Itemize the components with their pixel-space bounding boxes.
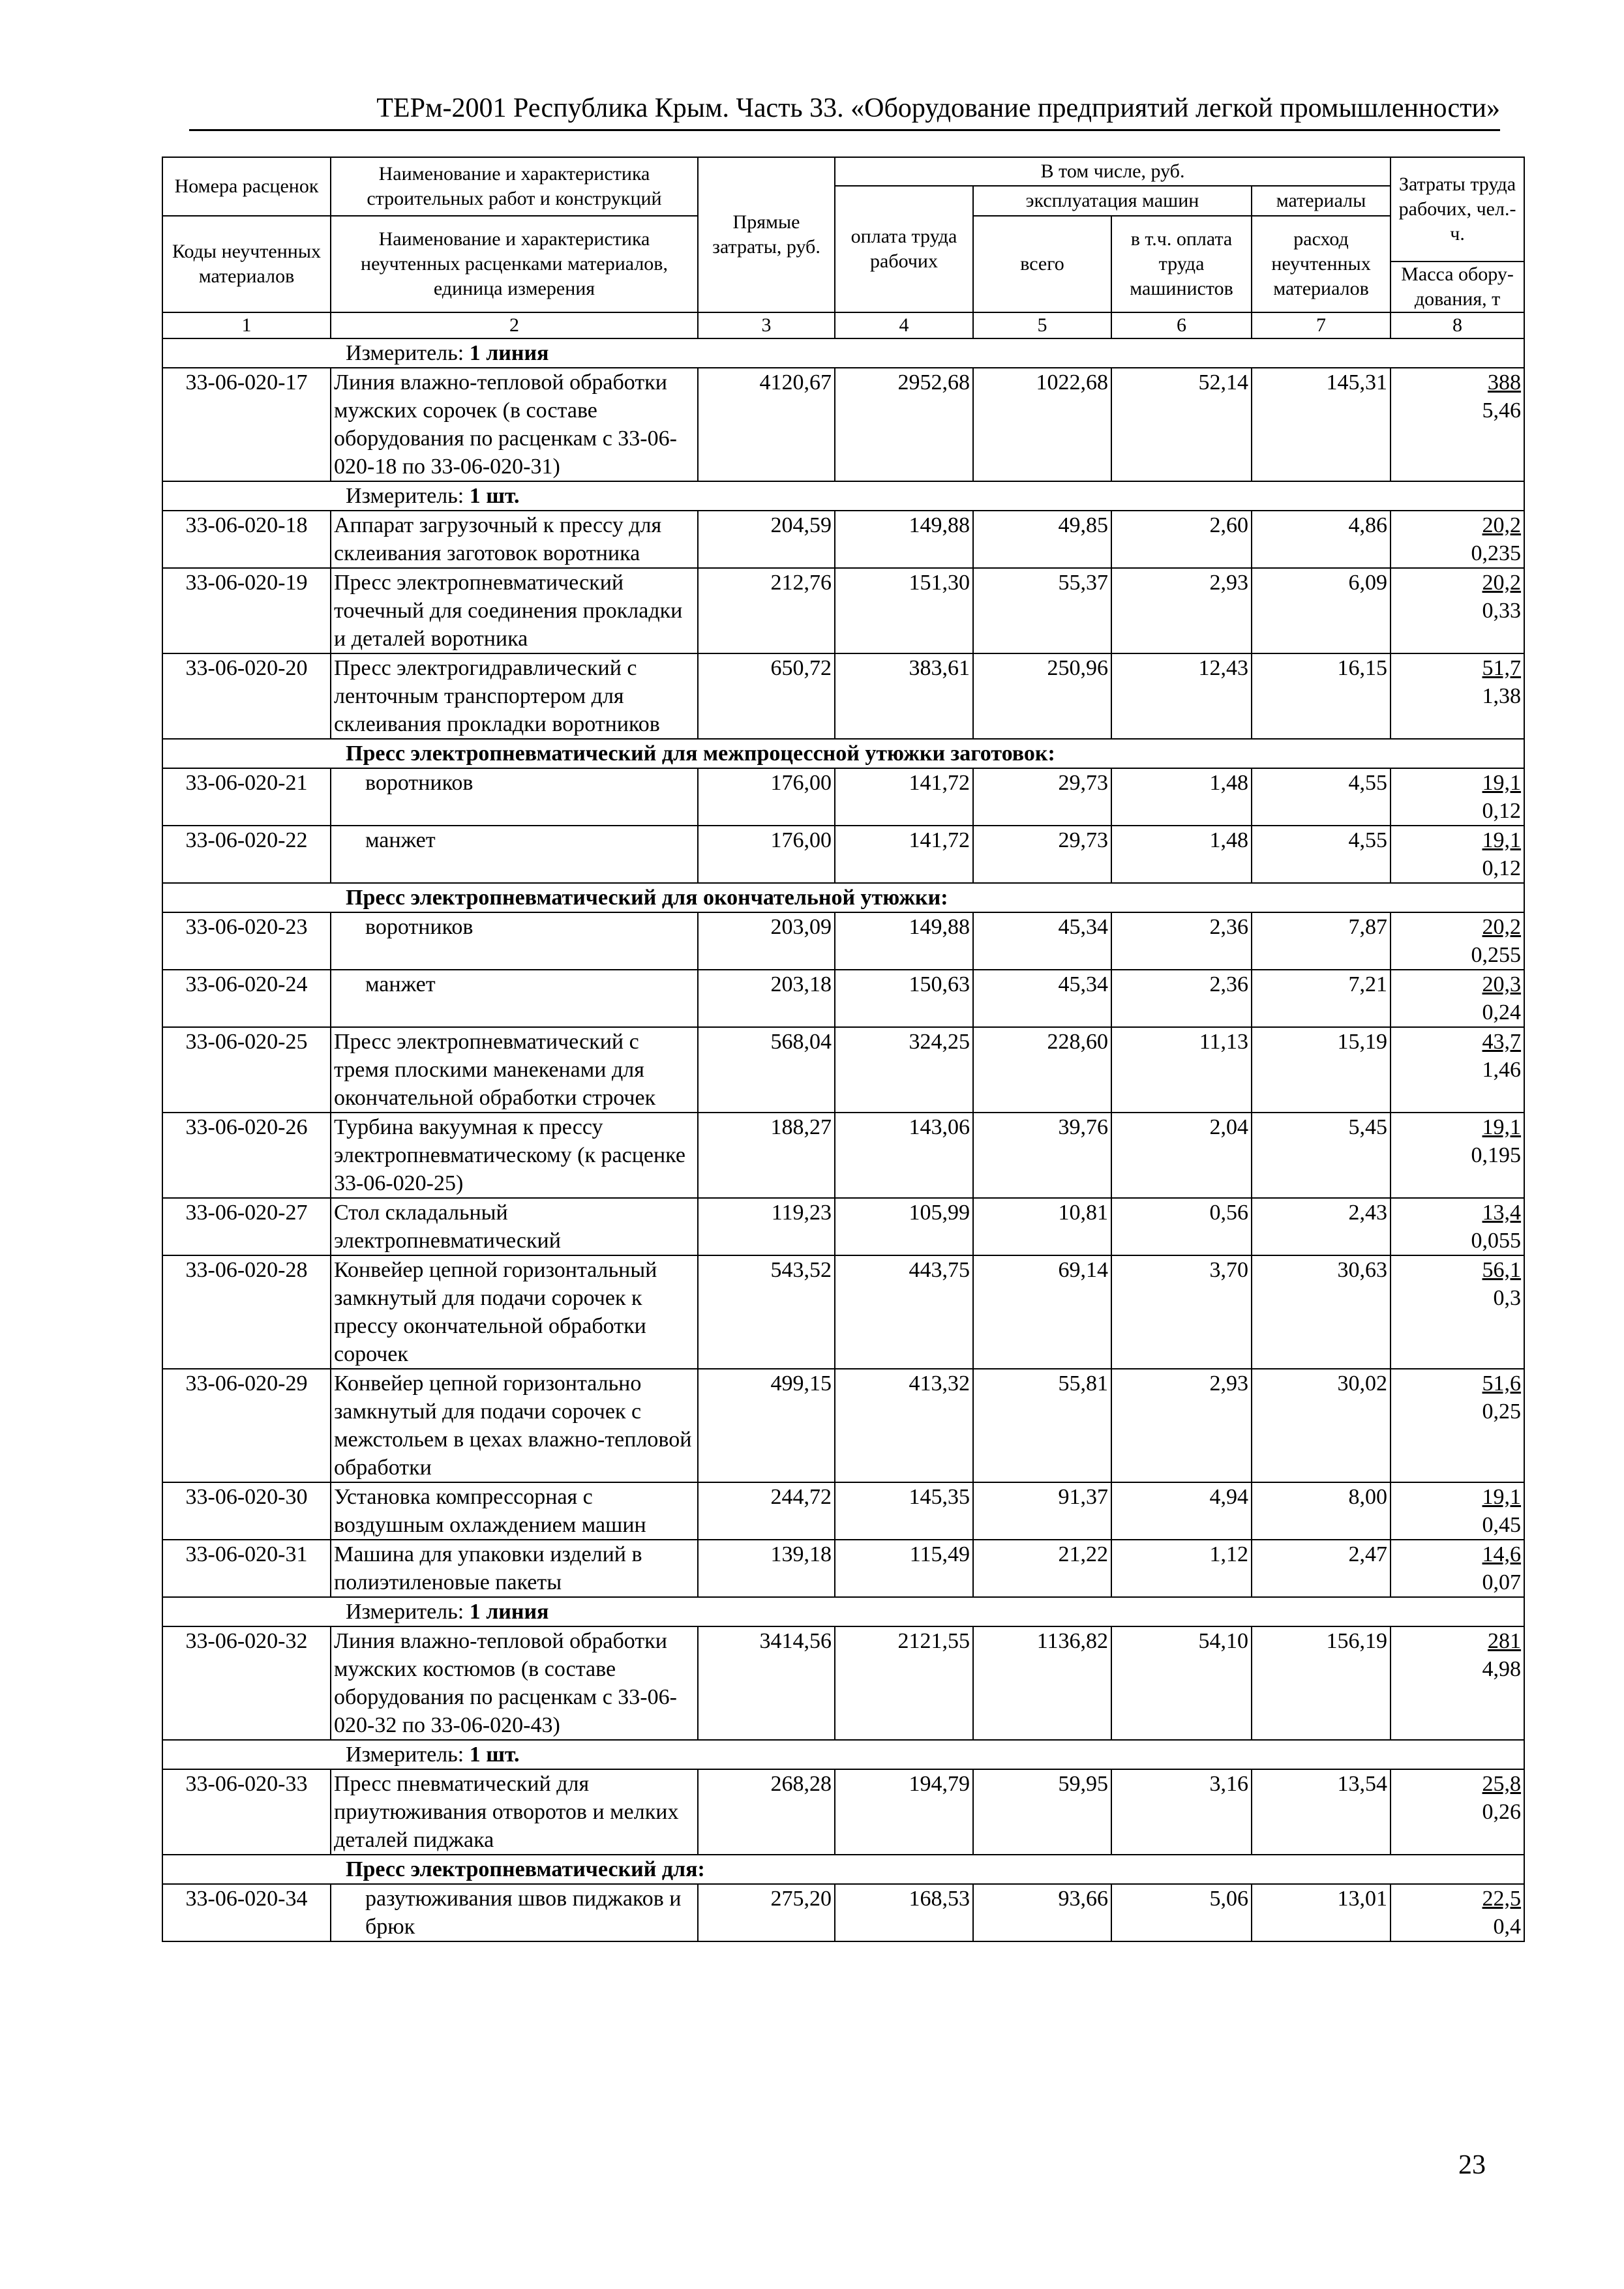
rate-name: Машина для упаковки изделий в полиэтиленовые пакеты: [331, 1540, 698, 1597]
equipment-mass: 4,98: [1482, 1657, 1522, 1681]
col2-bottom-header: Наименование и характеристика неучтенных расценками материалов, единица измерения: [331, 216, 698, 312]
rate-name: Установка компрессорная с воздушным охлаждением машин: [331, 1482, 698, 1540]
labor-hours: 19,1: [1482, 1115, 1522, 1139]
labor-hours: 25,8: [1482, 1772, 1522, 1796]
col7-header: расход неучтенных материалов: [1252, 216, 1391, 312]
rate-name: Пресс электропневматический точечный для соединения прокладки и деталей воротника: [331, 568, 698, 653]
material-cost: 15,19: [1252, 1027, 1391, 1113]
measure-label: Измеритель:: [346, 1743, 470, 1767]
colnum-3: 3: [698, 312, 835, 338]
labor-hours: 13,4: [1482, 1201, 1522, 1225]
labor-mass-cell: [1391, 1369, 1524, 1482]
col2-top-header: Наименование и характеристика строительных работ и конструкций: [331, 157, 698, 216]
machinist-cost: 3,70: [1111, 1255, 1252, 1369]
labor-mass-cell: [1391, 768, 1524, 826]
measure-label: Измеритель:: [346, 484, 470, 508]
machinist-cost: 11,13: [1111, 1027, 1252, 1113]
rate-code: 33-06-020-34: [162, 1884, 331, 1941]
table-row: [162, 568, 1524, 653]
direct-cost: 212,76: [698, 568, 835, 653]
labor-hours: 20,2: [1482, 915, 1522, 939]
labor-cost: 105,99: [835, 1198, 973, 1255]
machine-cost: 93,66: [973, 1884, 1111, 1941]
labor-cost: 115,49: [835, 1540, 973, 1597]
measure-unit: 1 линия: [469, 1600, 549, 1624]
group-heading-row: [162, 1855, 1524, 1884]
machine-cost: 45,34: [973, 970, 1111, 1027]
table-row: [162, 1626, 1524, 1740]
table-row: [162, 1027, 1524, 1113]
labor-mass-cell: [1391, 653, 1524, 739]
labor-mass-cell: [1391, 1769, 1524, 1855]
materials-header: материалы: [1252, 186, 1391, 216]
group-heading-row: [162, 883, 1524, 912]
direct-cost: 203,09: [698, 912, 835, 970]
labor-cost: 150,63: [835, 970, 973, 1027]
labor-cost: 149,88: [835, 912, 973, 970]
direct-cost: 176,00: [698, 826, 835, 883]
material-cost: 5,45: [1252, 1113, 1391, 1198]
machinist-cost: 1,48: [1111, 826, 1252, 883]
table-row: [162, 1198, 1524, 1255]
machine-cost: 69,14: [973, 1255, 1111, 1369]
direct-cost: 139,18: [698, 1540, 835, 1597]
machinist-cost: 1,48: [1111, 768, 1252, 826]
labor-mass-cell: [1391, 1482, 1524, 1540]
measure-unit: 1 шт.: [469, 484, 520, 508]
material-cost: 7,21: [1252, 970, 1391, 1027]
equipment-mass: 0,4: [1493, 1915, 1522, 1939]
measure-row: [162, 1740, 1524, 1769]
direct-cost: 3414,56: [698, 1626, 835, 1740]
machinist-cost: 52,14: [1111, 368, 1252, 481]
material-cost: 6,09: [1252, 568, 1391, 653]
machinist-cost: 2,93: [1111, 1369, 1252, 1482]
machine-cost: 91,37: [973, 1482, 1111, 1540]
direct-cost: 4120,67: [698, 368, 835, 481]
machinist-cost: 2,04: [1111, 1113, 1252, 1198]
labor-mass-cell: [1391, 368, 1524, 481]
rate-code: 33-06-020-18: [162, 511, 331, 568]
rate-code: 33-06-020-21: [162, 768, 331, 826]
rate-code: 33-06-020-27: [162, 1198, 331, 1255]
machinist-cost: 54,10: [1111, 1626, 1252, 1740]
machine-cost: 49,85: [973, 511, 1111, 568]
col4-header: оплата труда рабочих: [835, 186, 973, 312]
col3-header: Прямые затраты, руб.: [698, 157, 835, 312]
rate-code: 33-06-020-19: [162, 568, 331, 653]
col1-bottom-header: Коды неучтенных материалов: [162, 216, 331, 312]
machinist-cost: 0,56: [1111, 1198, 1252, 1255]
colnum-7: 7: [1252, 312, 1391, 338]
measure-row: [162, 338, 1524, 368]
measure-row: [162, 1597, 1524, 1626]
direct-cost: 568,04: [698, 1027, 835, 1113]
labor-hours: 20,2: [1482, 513, 1522, 537]
machinist-cost: 2,36: [1111, 970, 1252, 1027]
rate-name: Линия влажно-тепловой обработки мужских сорочек (в составе оборудования по расценкам с 33-06-020-18 по 33-06-020-31): [331, 368, 698, 481]
equipment-mass: 0,235: [1471, 541, 1522, 565]
labor-hours: 56,1: [1482, 1258, 1522, 1282]
rate-name: Конвейер цепной горизонтальный замкнутый для подачи сорочек к прессу окончательной обработки сорочек: [331, 1255, 698, 1369]
labor-cost: 151,30: [835, 568, 973, 653]
direct-cost: 268,28: [698, 1769, 835, 1855]
direct-cost: 119,23: [698, 1198, 835, 1255]
direct-cost: 499,15: [698, 1369, 835, 1482]
labor-mass-cell: [1391, 970, 1524, 1027]
table-row: [162, 912, 1524, 970]
rate-code: 33-06-020-26: [162, 1113, 331, 1198]
labor-hours: 19,1: [1482, 771, 1522, 795]
equipment-mass: 0,055: [1471, 1229, 1522, 1253]
labor-hours: 20,3: [1482, 972, 1522, 996]
table-row: [162, 1482, 1524, 1540]
machinist-cost: 5,06: [1111, 1884, 1252, 1941]
labor-hours: 22,5: [1482, 1887, 1522, 1911]
machine-cost: 59,95: [973, 1769, 1111, 1855]
rate-name: Пресс электропневматический с тремя плоскими манекенами для окончательной обработки строчек: [331, 1027, 698, 1113]
rate-code: 33-06-020-28: [162, 1255, 331, 1369]
material-cost: 2,43: [1252, 1198, 1391, 1255]
machine-cost: 29,73: [973, 768, 1111, 826]
material-cost: 4,86: [1252, 511, 1391, 568]
labor-mass-cell: [1391, 511, 1524, 568]
labor-hours: 281: [1488, 1629, 1522, 1653]
rate-name: разутюживания швов пиджаков и брюк: [331, 1884, 698, 1941]
group-heading: Пресс электропневматический для межпроцессной утюжки заготовок:: [346, 741, 1055, 766]
table-row: [162, 768, 1524, 826]
labor-cost: 168,53: [835, 1884, 973, 1941]
machine-cost: 228,60: [973, 1027, 1111, 1113]
labor-mass-cell: [1391, 1626, 1524, 1740]
labor-cost: 194,79: [835, 1769, 973, 1855]
direct-cost: 204,59: [698, 511, 835, 568]
machine-cost: 55,37: [973, 568, 1111, 653]
table-row: [162, 1113, 1524, 1198]
labor-cost: 383,61: [835, 653, 973, 739]
rate-name: манжет: [331, 826, 698, 883]
labor-mass-cell: [1391, 1884, 1524, 1941]
measure-unit: 1 шт.: [469, 1743, 520, 1767]
labor-hours: 14,6: [1482, 1542, 1522, 1566]
rate-code: 33-06-020-25: [162, 1027, 331, 1113]
equipment-mass: 0,45: [1482, 1513, 1522, 1537]
table-row: [162, 368, 1524, 481]
labor-mass-cell: [1391, 1198, 1524, 1255]
equipment-mass: 0,26: [1482, 1800, 1522, 1824]
labor-cost: 141,72: [835, 768, 973, 826]
table-row: [162, 826, 1524, 883]
labor-cost: 149,88: [835, 511, 973, 568]
labor-hours: 19,1: [1482, 828, 1522, 852]
equipment-mass: 0,255: [1471, 943, 1522, 967]
rates-table: [162, 157, 1525, 1942]
table-row: [162, 1369, 1524, 1482]
labor-cost: 413,32: [835, 1369, 973, 1482]
direct-cost: 176,00: [698, 768, 835, 826]
rate-code: 33-06-020-17: [162, 368, 331, 481]
col5-header: всего: [973, 216, 1111, 312]
rate-code: 33-06-020-24: [162, 970, 331, 1027]
machine-cost: 29,73: [973, 826, 1111, 883]
labor-cost: 324,25: [835, 1027, 973, 1113]
material-cost: 7,87: [1252, 912, 1391, 970]
rate-code: 33-06-020-22: [162, 826, 331, 883]
labor-mass-cell: [1391, 826, 1524, 883]
labor-hours: 388: [1488, 370, 1522, 395]
group-heading: Пресс электропневматический для окончательной утюжки:: [346, 886, 948, 910]
direct-cost: 244,72: [698, 1482, 835, 1540]
measure-unit: 1 линия: [469, 341, 549, 365]
rate-name: Пресс электрогидравлический с ленточным транспортером для склеивания прокладки воротников: [331, 653, 698, 739]
material-cost: 145,31: [1252, 368, 1391, 481]
labor-cost: 145,35: [835, 1482, 973, 1540]
direct-cost: 275,20: [698, 1884, 835, 1941]
material-cost: 30,63: [1252, 1255, 1391, 1369]
rate-code: 33-06-020-32: [162, 1626, 331, 1740]
table-row: [162, 1884, 1524, 1941]
material-cost: 4,55: [1252, 768, 1391, 826]
rate-code: 33-06-020-20: [162, 653, 331, 739]
colnum-8: 8: [1391, 312, 1524, 338]
table-row: [162, 1255, 1524, 1369]
equipment-mass: 0,12: [1482, 799, 1522, 823]
rate-code: 33-06-020-30: [162, 1482, 331, 1540]
equipment-mass: 0,195: [1471, 1143, 1522, 1167]
machine-cost: 45,34: [973, 912, 1111, 970]
labor-cost: 443,75: [835, 1255, 973, 1369]
table-row: [162, 511, 1524, 568]
equipment-mass: 0,12: [1482, 856, 1522, 880]
equipment-mass: 0,25: [1482, 1399, 1522, 1424]
equipment-mass: 0,3: [1493, 1286, 1522, 1310]
machine-cost: 10,81: [973, 1198, 1111, 1255]
rate-name: Линия влажно-тепловой обработки мужских костюмов (в составе оборудования по расценкам с 33-06-020-32 по 33-06-020-43): [331, 1626, 698, 1740]
labor-hours: 43,7: [1482, 1030, 1522, 1054]
equipment-mass: 5,46: [1482, 398, 1522, 423]
table-row: [162, 1769, 1524, 1855]
labor-mass-cell: [1391, 1113, 1524, 1198]
equipment-mass: 0,33: [1482, 599, 1522, 623]
machinist-cost: 1,12: [1111, 1540, 1252, 1597]
measure-label: Измеритель:: [346, 1600, 470, 1624]
col8-bottom-header: Масса обору-дования, т: [1391, 262, 1524, 312]
labor-mass-cell: [1391, 1540, 1524, 1597]
material-cost: 13,01: [1252, 1884, 1391, 1941]
labor-mass-cell: [1391, 912, 1524, 970]
colnum-4: 4: [835, 312, 973, 338]
equipment-mass: 1,38: [1482, 684, 1522, 708]
labor-cost: 143,06: [835, 1113, 973, 1198]
rate-name: Конвейер цепной горизонтально замкнутый для подачи сорочек с межстольем в цехах влажно-тепловой обработки: [331, 1369, 698, 1482]
material-cost: 16,15: [1252, 653, 1391, 739]
page-number: 23: [1458, 2150, 1486, 2180]
labor-cost: 141,72: [835, 826, 973, 883]
group-heading-row: [162, 739, 1524, 768]
rate-name: воротников: [331, 768, 698, 826]
machinist-cost: 12,43: [1111, 653, 1252, 739]
material-cost: 156,19: [1252, 1626, 1391, 1740]
colnum-2: 2: [331, 312, 698, 338]
rate-name: Пресс пневматический для приутюживания отворотов и мелких деталей пиджака: [331, 1769, 698, 1855]
incl-header: В том числе, руб.: [835, 157, 1391, 186]
table-row: [162, 653, 1524, 739]
col6-header: в т.ч. оплата труда машинистов: [1111, 216, 1252, 312]
machinist-cost: 2,60: [1111, 511, 1252, 568]
material-cost: 13,54: [1252, 1769, 1391, 1855]
machinist-cost: 2,93: [1111, 568, 1252, 653]
colnum-6: 6: [1111, 312, 1252, 338]
table-header: [162, 157, 1524, 338]
rate-name: Стол складальный электропневматический: [331, 1198, 698, 1255]
machine-cost: 250,96: [973, 653, 1111, 739]
labor-mass-cell: [1391, 1255, 1524, 1369]
labor-mass-cell: [1391, 1027, 1524, 1113]
machine-cost: 39,76: [973, 1113, 1111, 1198]
labor-hours: 51,7: [1482, 656, 1522, 680]
rate-code: 33-06-020-31: [162, 1540, 331, 1597]
equipment-mass: 1,46: [1482, 1058, 1522, 1082]
direct-cost: 203,18: [698, 970, 835, 1027]
table-row: [162, 970, 1524, 1027]
colnum-1: 1: [162, 312, 331, 338]
measure-row: [162, 481, 1524, 511]
rate-code: 33-06-020-23: [162, 912, 331, 970]
col8-top-header: Затраты труда рабочих, чел.-ч.: [1391, 157, 1524, 262]
machines-header: эксплуатация машин: [973, 186, 1252, 216]
measure-label: Измеритель:: [346, 341, 470, 365]
labor-cost: 2952,68: [835, 368, 973, 481]
equipment-mass: 0,07: [1482, 1570, 1522, 1594]
rate-name: воротников: [331, 912, 698, 970]
labor-hours: 20,2: [1482, 571, 1522, 595]
rate-name: манжет: [331, 970, 698, 1027]
labor-cost: 2121,55: [835, 1626, 973, 1740]
material-cost: 4,55: [1252, 826, 1391, 883]
material-cost: 8,00: [1252, 1482, 1391, 1540]
direct-cost: 650,72: [698, 653, 835, 739]
machine-cost: 1136,82: [973, 1626, 1111, 1740]
rate-name: Турбина вакуумная к прессу электропневматическому (к расценке 33-06-020-25): [331, 1113, 698, 1198]
material-cost: 2,47: [1252, 1540, 1391, 1597]
labor-hours: 51,6: [1482, 1371, 1522, 1396]
equipment-mass: 0,24: [1482, 1000, 1522, 1025]
rate-name: Аппарат загрузочный к прессу для склеивания заготовок воротника: [331, 511, 698, 568]
table-row: [162, 1540, 1524, 1597]
direct-cost: 188,27: [698, 1113, 835, 1198]
machinist-cost: 3,16: [1111, 1769, 1252, 1855]
machinist-cost: 2,36: [1111, 912, 1252, 970]
machine-cost: 21,22: [973, 1540, 1111, 1597]
machinist-cost: 4,94: [1111, 1482, 1252, 1540]
rate-code: 33-06-020-29: [162, 1369, 331, 1482]
rate-code: 33-06-020-33: [162, 1769, 331, 1855]
col1-top-header: Номера расценок: [162, 157, 331, 216]
labor-hours: 19,1: [1482, 1485, 1522, 1509]
labor-mass-cell: [1391, 568, 1524, 653]
machine-cost: 55,81: [973, 1369, 1111, 1482]
direct-cost: 543,52: [698, 1255, 835, 1369]
running-header: ТЕРм-2001 Республика Крым. Часть 33. «Оборудование предприятий легкой промышленности»: [189, 91, 1500, 131]
material-cost: 30,02: [1252, 1369, 1391, 1482]
machine-cost: 1022,68: [973, 368, 1111, 481]
colnum-5: 5: [973, 312, 1111, 338]
group-heading: Пресс электропневматический для:: [346, 1857, 705, 1881]
